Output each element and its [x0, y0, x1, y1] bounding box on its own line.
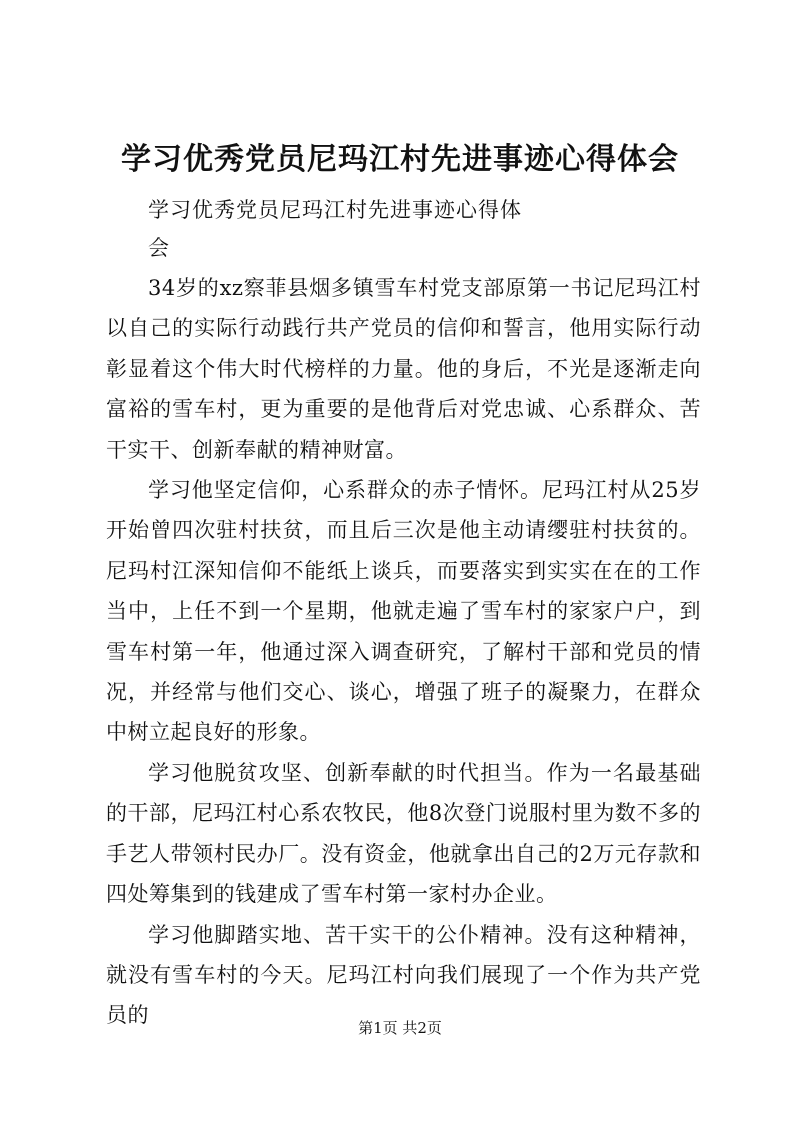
document-subtitle-line1: 学习优秀党员尼玛江村先进事迹心得体 [148, 198, 522, 222]
paragraph-2: 学习他坚定信仰，心系群众的赤子情怀。尼玛江村从25岁开始曾四次驻村扶贫，而且后三次是他主动请缨驻村扶贫的。尼玛村江深知信仰不能纸上谈兵，而要落实到实实在在的工作当中，上任不到一个星期，他就走遍了雪车村的家家户户，到雪车村第一年，他通过深入调查研究，了解村干部和党员的情况，并经常与他们交心、谈心，增强了班子的凝聚力，在群众中树立起良好的形象。 [106, 478, 701, 745]
document-body [106, 268, 701, 1036]
paragraph-4: 学习他脚踏实地、苦干实干的公仆精神。没有这种精神，就没有雪车村的今天。尼玛江村向我们展现了一个作为共产党员的 [106, 922, 701, 1028]
paragraph-1: 34岁的xz察菲县烟多镇雪车村党支部原第一书记尼玛江村以自己的实际行动践行共产党员的信仰和誓言，他用实际行动彰显着这个伟大时代榜样的力量。他的身后，不光是逐渐走向富裕的雪车村，更为重要的是他背后对党忠诚、心系群众、苦干实干、创新奉献的精神财富。 [106, 276, 701, 462]
paragraph-3: 学习他脱贫攻坚、创新奉献的时代担当。作为一名最基础的干部，尼玛江村心系农牧民，他8次登门说服村里为数不多的手艺人带领村民办厂。没有资金，他就拿出自己的2万元存款和四处筹集到的钱建成了雪车村第一家村办企业。 [106, 760, 701, 907]
page-footer: 第1页 共2页 [358, 1019, 442, 1037]
document-title: 学习优秀党员尼玛江村先进事迹心得体会 [121, 142, 679, 177]
document-subtitle-line2: 会 [148, 236, 170, 260]
